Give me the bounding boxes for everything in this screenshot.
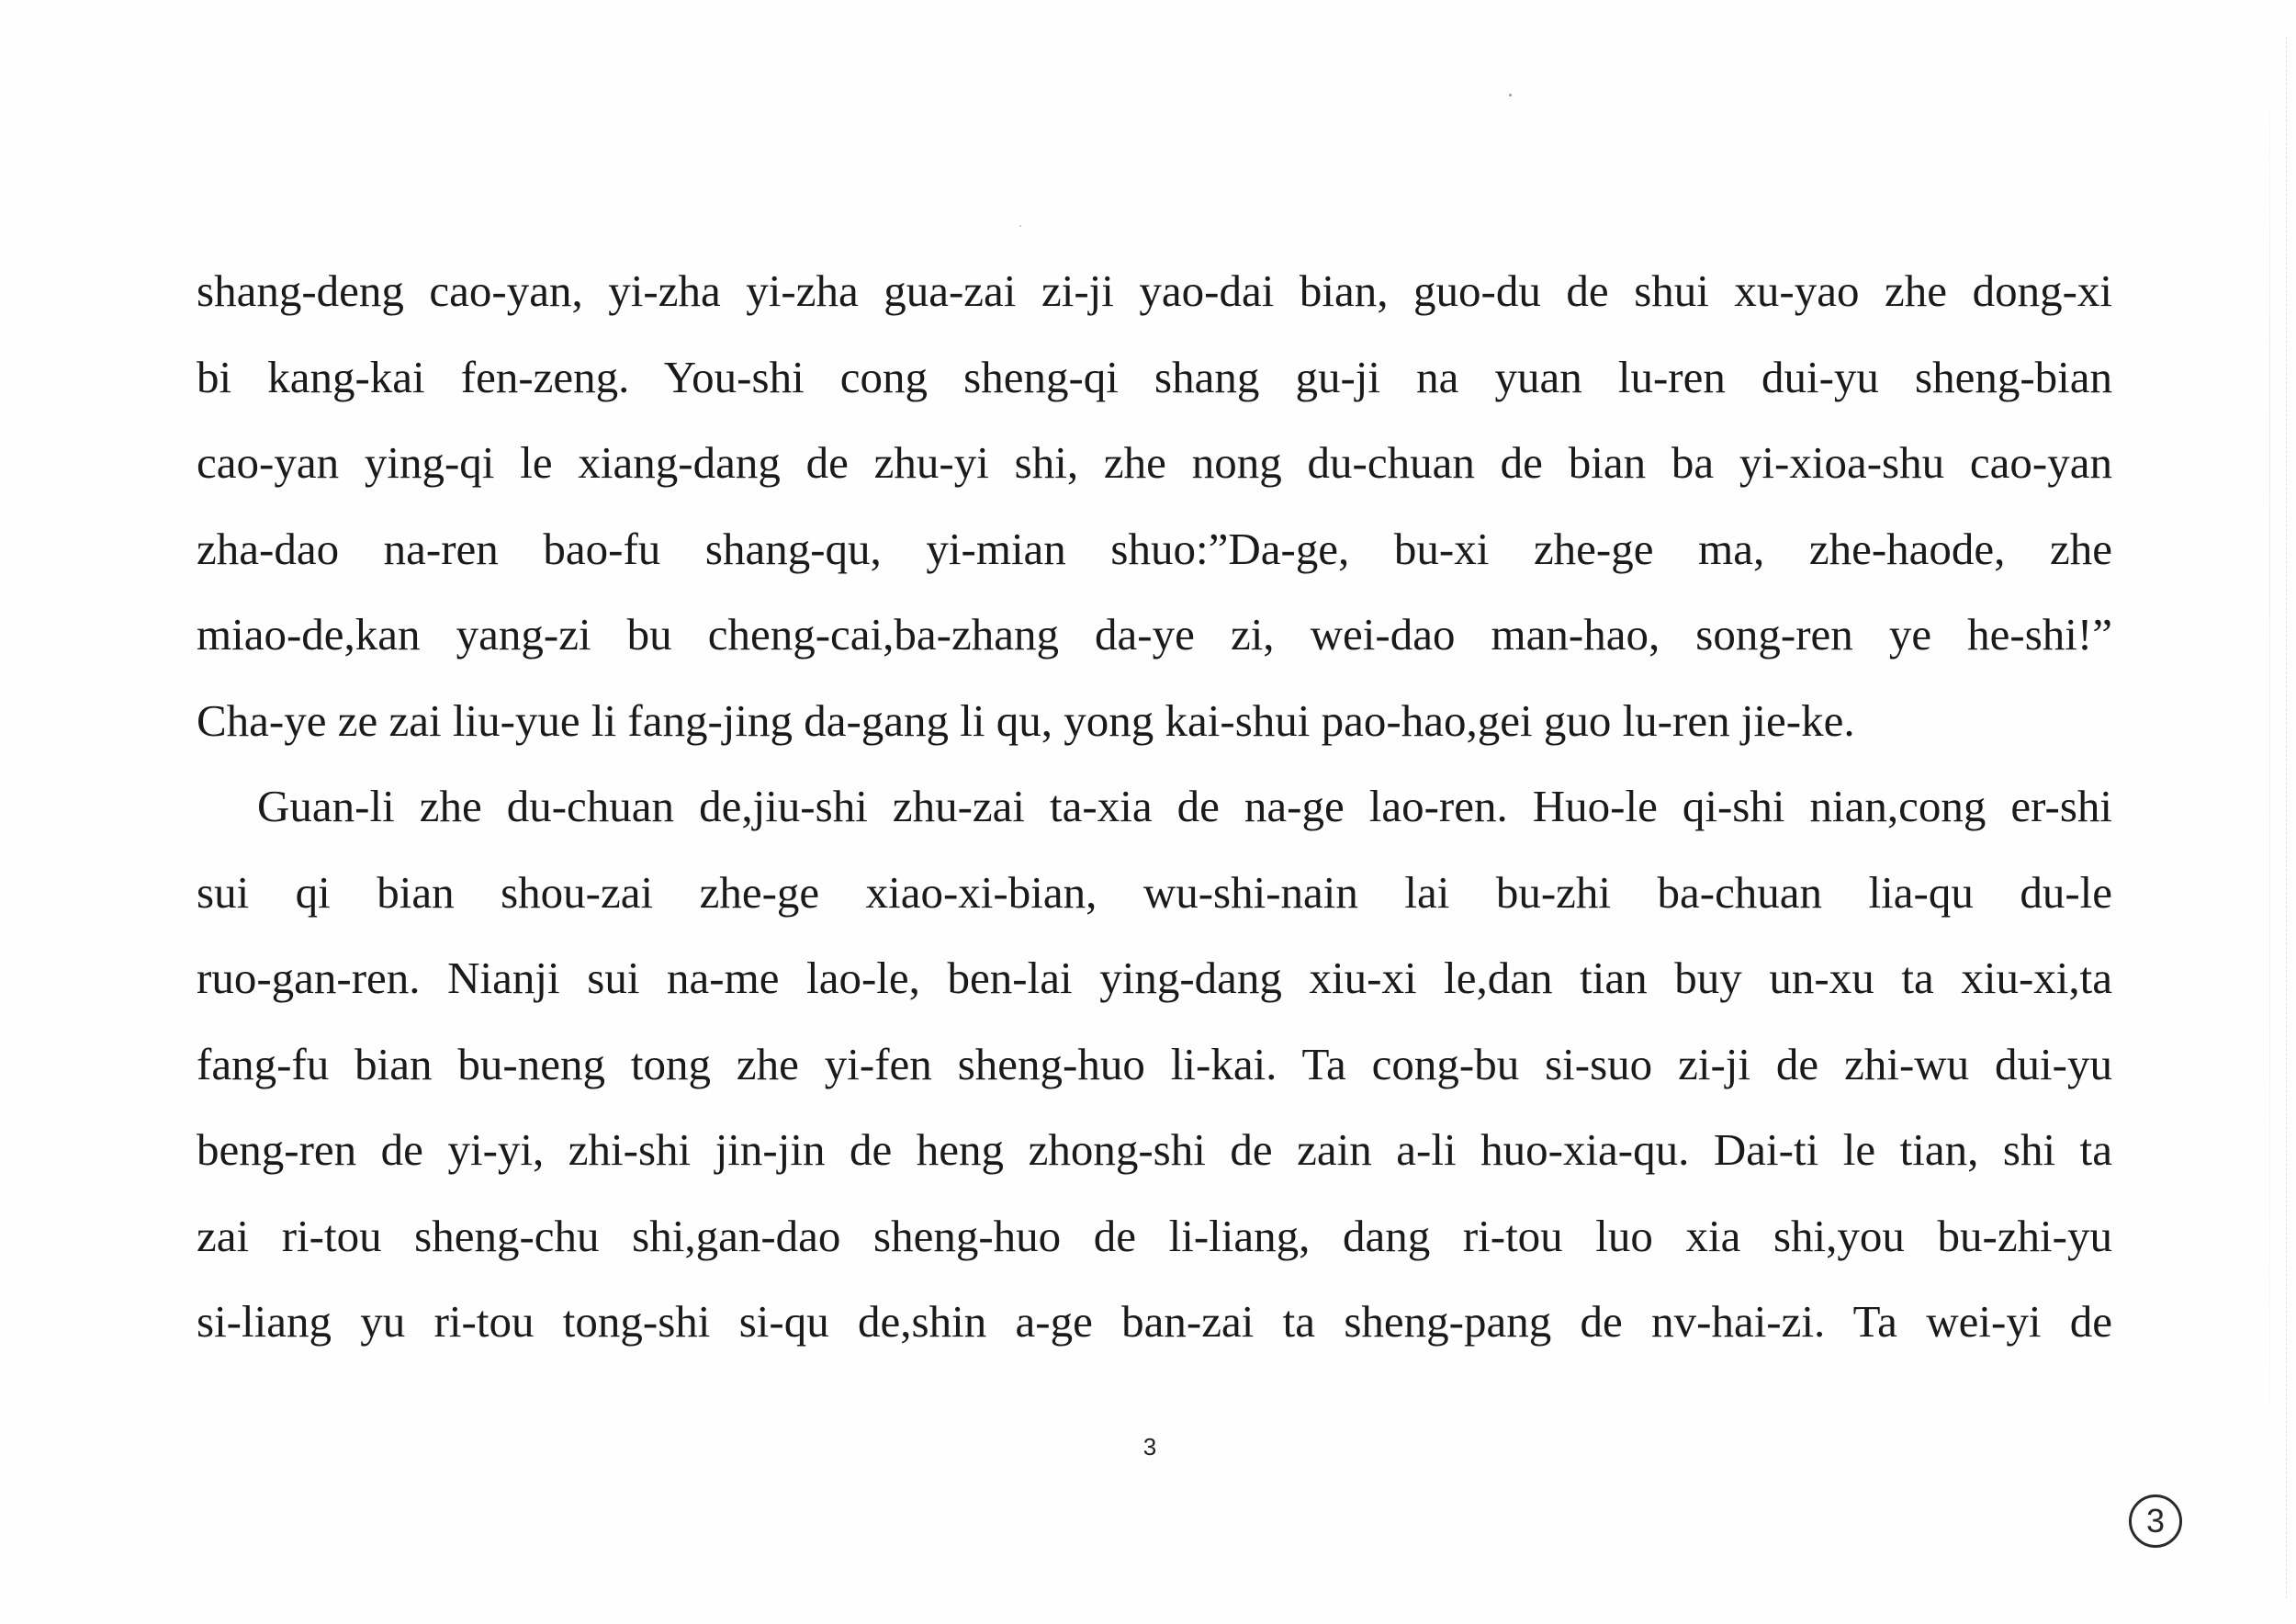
text-line: zha-dao na-ren bao-fu shang-qu, yi-mian shuo:”Da-ge, bu-xi zhe-ge ma, zhe-haode, zhe [197, 523, 2112, 574]
text-line: Guan-li zhe du-chuan de,jiu-shi zhu-zai ta-xia de na-ge lao-ren. Huo-le qi-shi nian,cong er-shi [257, 781, 2112, 831]
text-line: bi kang-kai fen-zeng. You-shi cong sheng-qi shang gu-ji na yuan lu-ren dui-yu sheng-bian [197, 351, 2112, 402]
text-line: sui qi bian shou-zai zhe-ge xiao-xi-bian, wu-shi-nain lai bu-zhi ba-chuan lia-qu du-le [197, 866, 2112, 918]
text-line: si-liang yu ri-tou tong-shi si-qu de,shin a-ge ban-zai ta sheng-pang de nv-hai-zi. Ta wei-yi de [197, 1296, 2112, 1347]
body-text [197, 248, 2112, 1365]
circled-page-mark [2129, 1494, 2182, 1548]
text-line: fang-fu bian bu-neng tong zhe yi-fen sheng-huo li-kai. Ta cong-bu si-suo zi-ji de zhi-wu dui-yu [197, 1038, 2112, 1089]
scan-edge-shadow [2269, 55, 2270, 1571]
page-number: 3 [1142, 1433, 1157, 1460]
circled-page-mark-label: 3 [2145, 1502, 2166, 1539]
text-line: zai ri-tou sheng-chu shi,gan-dao sheng-huo de li-liang, dang ri-tou luo xia shi,you bu-zhi-yu [197, 1210, 2112, 1261]
scan-speck [1019, 225, 1021, 227]
text-line: shang-deng cao-yan, yi-zha yi-zha gua-zai zi-ji yao-dai bian, guo-du de shui xu-yao zhe dong-xi [197, 265, 2112, 316]
text-line: cao-yan ying-qi le xiang-dang de zhu-yi shi, zhe nong du-chuan de bian ba yi-xioa-shu cao-yan [197, 437, 2112, 488]
scan-edge-artifact [2286, 37, 2292, 1598]
text-line: ruo-gan-ren. Nianji sui na-me lao-le, ben-lai ying-dang xiu-xi le,dan tian buy un-xu ta xiu-xi,ta [197, 953, 2112, 1003]
text-line: beng-ren de yi-yi, zhi-shi jin-jin de heng zhong-shi de zain a-li huo-xia-qu. Dai-ti le tian, shi ta [197, 1124, 2112, 1175]
text-line: miao-de,kan yang-zi bu cheng-cai,ba-zhang da-ye zi, wei-dao man-hao, song-ren ye he-shi!” [197, 609, 2112, 660]
text-line: Cha-ye ze zai liu-yue li fang-jing da-gang li qu, yong kai-shui pao-hao,gei guo lu-ren jie-ke. [197, 694, 1855, 746]
scan-speck [1509, 94, 1512, 96]
